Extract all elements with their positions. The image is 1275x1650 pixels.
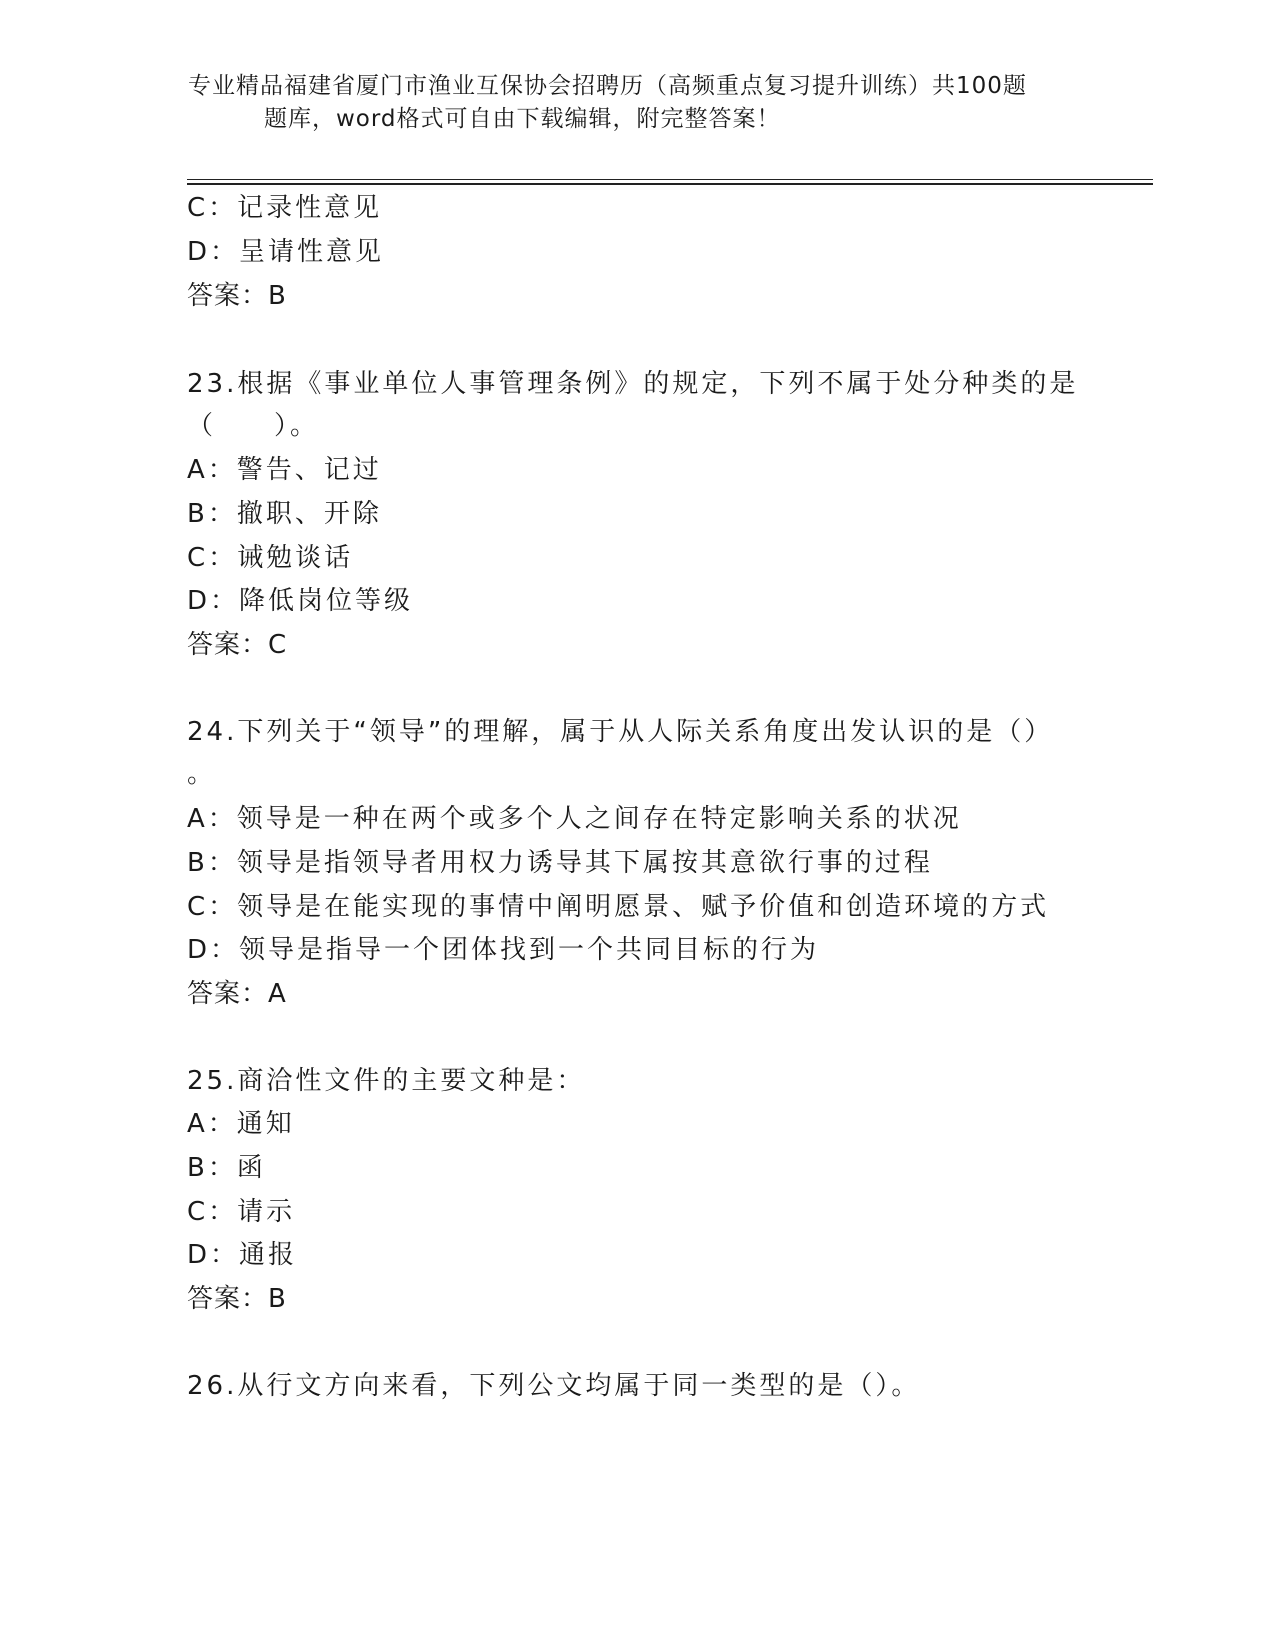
header-title-line1: 专业精品福建省厦门市渔业互保协会招聘历（高频重点复习提升训练）共100题 (188, 73, 1027, 99)
prev-answer: 答案：B (187, 281, 287, 311)
q23-answer: 答案：C (187, 630, 288, 660)
q23-option-b: B：撤职、开除 (187, 499, 382, 529)
q24-stem-line1: 24.下列关于“领导”的理解，属于从人际关系角度出发认识的是（） (187, 717, 1054, 747)
q24-stem-line2: 。 (187, 759, 217, 789)
q25-option-b: B：函 (187, 1153, 266, 1183)
q24-answer: 答案：A (187, 979, 287, 1009)
q24-option-a: A：领导是一种在两个或多个人之间存在特定影响关系的状况 (187, 804, 962, 834)
q25-option-c: C：请示 (187, 1197, 296, 1227)
header-divider-thick (187, 183, 1153, 185)
q25-option-a: A：通知 (187, 1109, 295, 1139)
q25-answer: 答案：B (187, 1284, 287, 1314)
q23-option-d: D：降低岗位等级 (187, 586, 414, 616)
q24-option-c: C：领导是在能实现的事情中阐明愿景、赋予价值和创造环境的方式 (187, 892, 1050, 922)
header-title-line2: 题库，word格式可自由下载编辑，附完整答案！ (264, 106, 781, 132)
q25-option-d: D：通报 (187, 1240, 298, 1270)
prev-option-d: D：呈请性意见 (187, 237, 385, 267)
document-header (188, 70, 1088, 136)
q23-stem-line1: 23.根据《事业单位人事管理条例》的规定，下列不属于处分种类的是 (187, 369, 1079, 399)
q24-option-d: D：领导是指导一个团体找到一个共同目标的行为 (187, 935, 820, 965)
q23-option-a: A：警告、记过 (187, 455, 382, 485)
q23-option-c: C：诫勉谈话 (187, 543, 354, 573)
header-divider-thin (187, 179, 1153, 180)
q26-stem: 26.从行文方向来看，下列公文均属于同一类型的是（）。 (187, 1371, 921, 1401)
q25-stem: 25.商洽性文件的主要文种是： (187, 1066, 586, 1096)
prev-option-c: C：记录性意见 (187, 193, 383, 223)
q23-stem-line2: （ ）。 (187, 411, 320, 441)
q24-option-b: B：领导是指领导者用权力诱导其下属按其意欲行事的过程 (187, 848, 933, 878)
